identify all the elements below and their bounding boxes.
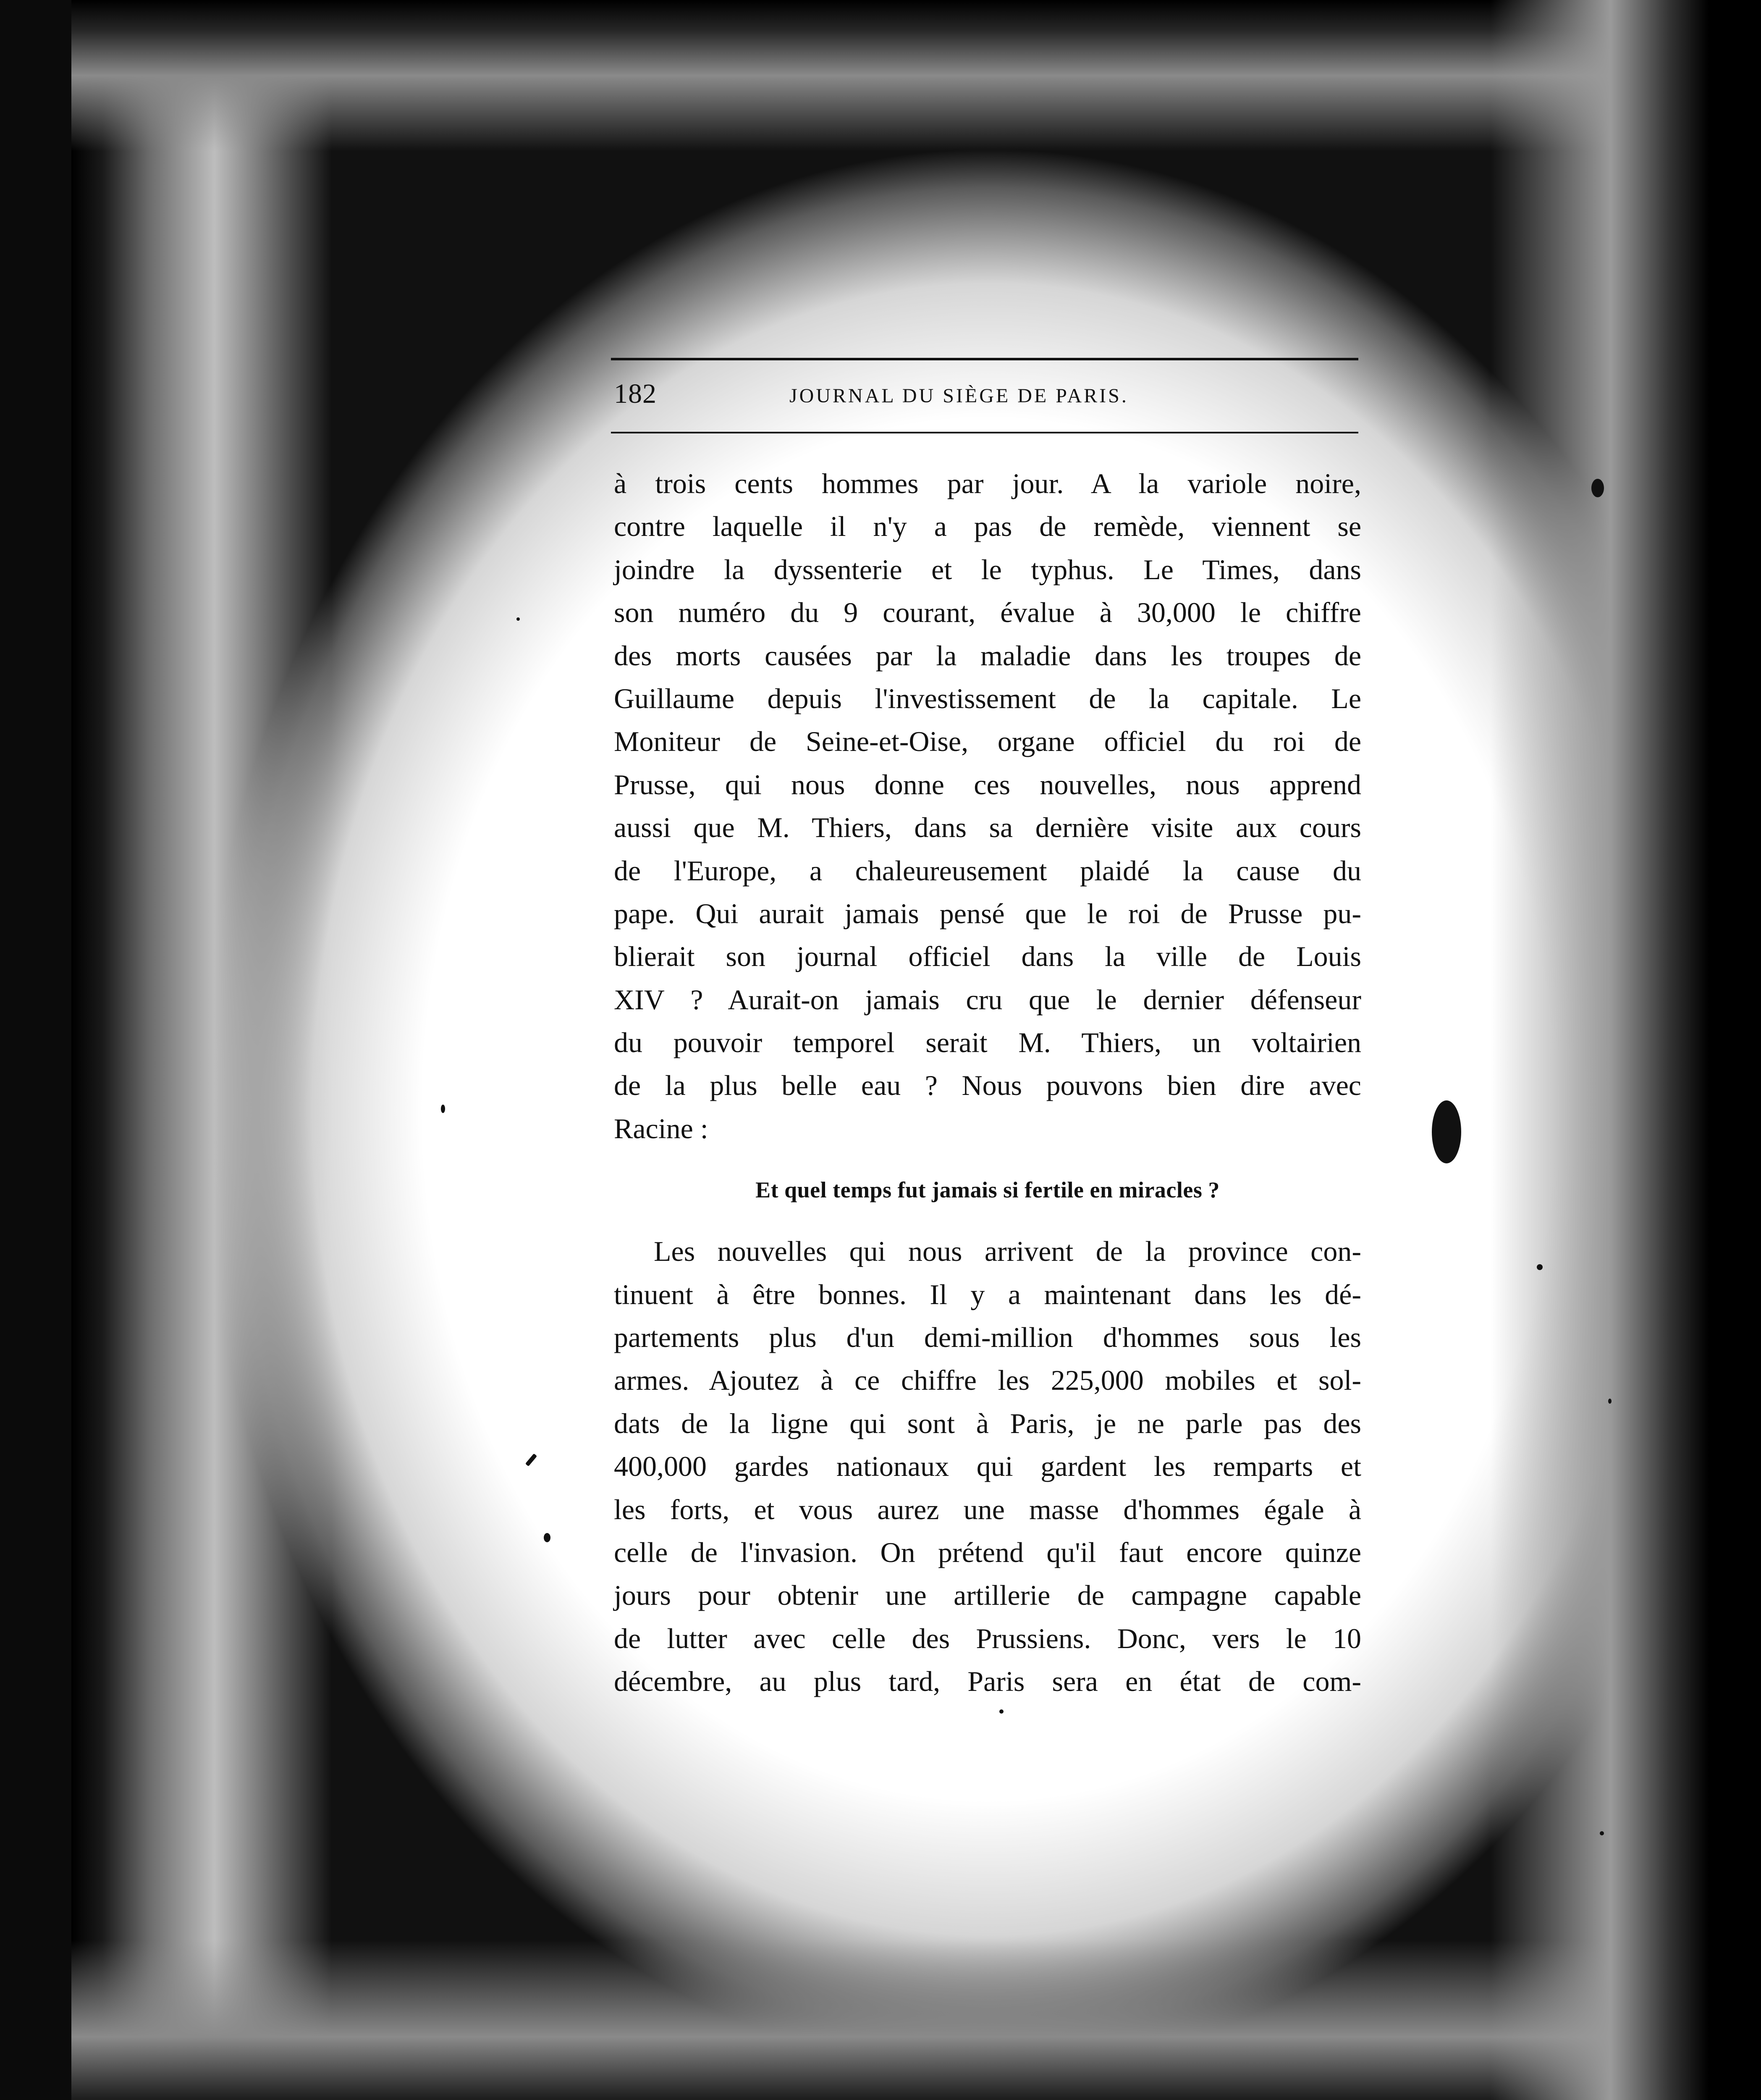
text-line: aussi que M. Thiers, dans sa dernière visite aux cours [614,811,1361,844]
spacer [614,1221,1361,1230]
ink-speck [1608,1399,1612,1404]
text-line: de la plus belle eau ? Nous pouvons bien dire avec [614,1069,1361,1102]
text-line: décembre, au plus tard, Paris sera en état de com- [614,1665,1361,1698]
text-line: les forts, et vous aurez une masse d'hommes égale à [614,1493,1361,1525]
ink-speck [441,1105,445,1113]
text-line: dats de la ligne qui sont à Paris, je ne parle pas des [614,1407,1361,1439]
scan-right-border [1709,0,1761,2100]
text-line: du pouvoir temporel serait M. Thiers, un voltairien [614,1026,1361,1059]
text-line: Moniteur de Seine-et-Oise, organe officiel du roi de [614,725,1361,758]
ink-speck [1600,1831,1604,1835]
bottom-edge-shadow [71,1940,1709,2100]
top-edge-shadow [71,0,1709,151]
ink-blot [1432,1100,1461,1163]
spacer [614,1150,1361,1158]
text-line: 400,000 gardes nationaux qui gardent les remparts et [614,1450,1361,1483]
text-line: armes. Ajoutez à ce chiffre les 225,000 mobiles et sol- [614,1364,1361,1396]
page-number: 182 [614,378,657,409]
paragraph-2 [614,1230,1361,1703]
text-line: Racine : [614,1112,708,1144]
ink-speck [1591,479,1604,497]
text-line: de lutter avec celle des Prussiens. Donc, vers le 10 [614,1622,1361,1654]
header-rule-top [611,358,1358,360]
right-edge-shadow [1491,0,1709,2100]
ink-speck [544,1533,550,1542]
text-line: des morts causées par la maladie dans les troupes de [614,639,1361,672]
text-line: pape. Qui aurait jamais pensé que le roi de Prusse pu- [614,897,1361,929]
text-line: tinuent à être bonnes. Il y a maintenant dans les dé- [614,1278,1361,1310]
ink-speck [999,1709,1004,1714]
text-line: Guillaume depuis l'investissement de la capitale. Le [614,682,1361,714]
text-line: jours pour obtenir une artillerie de campagne capable [614,1579,1361,1612]
text-line: celle de l'invasion. On prétend qu'il faut encore quinze [614,1536,1361,1568]
text-line: blierait son journal officiel dans la ville de Louis [614,940,1361,973]
left-edge-shadow [71,0,332,2100]
running-title: JOURNAL DU SIÈGE DE PARIS. [789,385,1129,407]
text-line: contre laquelle il n'y a pas de remède, viennent se [614,510,1361,543]
text-line: Prusse, qui nous donne ces nouvelles, nous apprend [614,768,1361,801]
ink-speck [1537,1264,1543,1270]
scan-left-border [0,0,71,2100]
text-line: de l'Europe, a chaleureusement plaidé la cause du [614,854,1361,887]
verse-quotation: Et quel temps fut jamais si fertile en miracles ? [755,1177,1220,1203]
header-rule-bottom [611,432,1358,433]
text-line: son numéro du 9 courant, évalue à 30,000 le chiffre [614,596,1361,629]
text-line: joindre la dyssenterie et le typhus. Le Times, dans [614,553,1361,585]
text-line: XIV ? Aurait-on jamais cru que le dernier défenseur [614,983,1361,1016]
text-line: partements plus d'un demi-million d'hommes sous les [614,1321,1361,1354]
paragraph-1 [614,462,1361,1150]
ink-speck [516,617,520,621]
text-line: à trois cents hommes par jour. A la variole noire, [614,467,1361,499]
text-line: Les nouvelles qui nous arrivent de la province con- [654,1235,1361,1268]
page-body [614,462,1361,1703]
